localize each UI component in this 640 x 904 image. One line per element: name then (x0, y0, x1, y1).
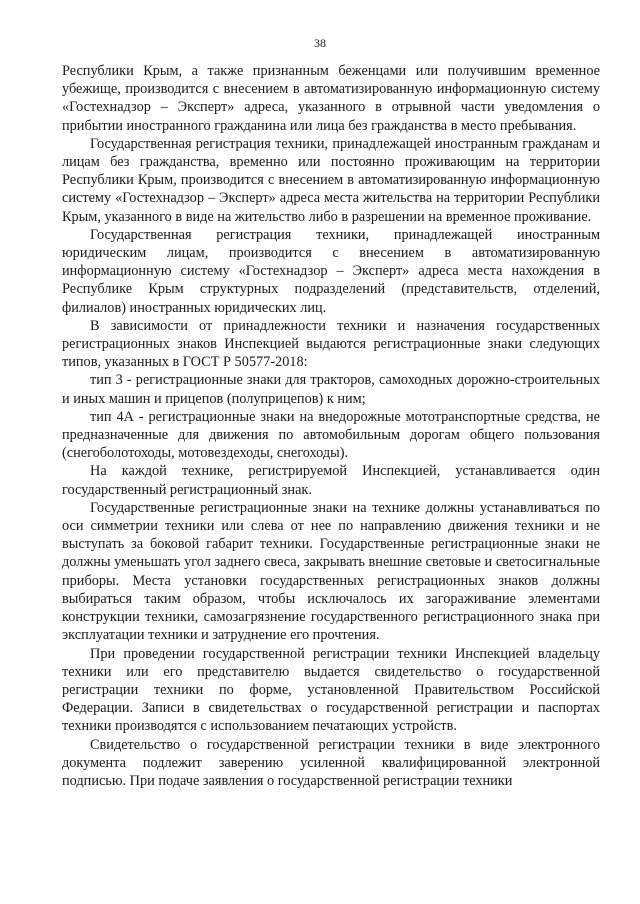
paragraph-foreign-citizens-registration: Государственная регистрация техники, принадлежащей иностранным гражданам и лицам без гражданства, временно или постоянно проживающим на территории Республики Крым, производится с внесением в автоматизированную информационную систему «Гостехнадзор – Эксперт» адреса места жительства на территории Республики Крым, указанного в виде на жительство либо в разрешении на временное проживание. (62, 135, 600, 225)
paragraph-plate-types-intro: В зависимости от принадлежности техники и назначения государственных регистрационных знаков Инспекцией выдаются регистрационные знаки следующих типов, указанных в ГОСТ Р 50577-2018: (62, 317, 600, 371)
list-item-type-4a: тип 4А - регистрационные знаки на внедорожные мототранспортные средства, не предназначенные для движения по автомобильным дорогам общего пользования (снегоболотоходы, мотовездеходы, снегоходы). (62, 408, 600, 462)
paragraph-one-plate: На каждой технике, регистрируемой Инспекцией, устанавливается один государственный регистрационный знак. (62, 463, 600, 498)
paragraph-electronic-certificate: Свидетельство о государственной регистрации техники в виде электронного документа подлежит заверению усиленной квалифицированной электронной подписью. При подаче заявления о государственной регистрации техники (62, 736, 600, 789)
paragraph-continuation: Республики Крым, а также признанным беженцами или получившим временное убежище, производится с внесением в автоматизированную информационную систему «Гостехнадзор – Эксперт» адреса, указанного в отрывной части уведомления о прибытии иностранного гражданина или лица без гражданства в место пребывания. (62, 63, 600, 134)
page-number: 38 (314, 36, 326, 50)
document-body (62, 62, 600, 790)
paragraph-plate-installation: Государственные регистрационные знаки на технике должны устанавливаться по оси симметрии техники или слева от нее по направлению движения техники и не выступать за боковой габарит техники. Государственные регистрационные знаки не должны уменьшать угол заднего свеса, закрывать внешние световые и светосигнальные приборы. Места установки государственных регистрационных знаков должны выбираться таким образом, чтобы исключалось их загораживание элементами конструкции техники, самозагрязнение государственного регистрационного знака при эксплуатации техники и затруднение его прочтения. (62, 499, 600, 644)
paragraph-registration-certificate: При проведении государственной регистрации техники Инспекцией владельцу техники или его представителю выдается свидетельство о государственной регистрации техники по форме, установленной Правительством Российской Федерации. Записи в свидетельствах о государственной регистрации и паспортах техники производятся с использованием печатающих устройств. (62, 645, 600, 735)
paragraph-foreign-legal-entities-registration: Государственная регистрация техники, принадлежащей иностранным юридическим лицам, производится с внесением в автоматизированную информационную систему «Гостехнадзор – Эксперт» адреса места нахождения в Республике Крым структурных подразделений (представительств, отделений, филиалов) иностранных юридических лиц. (62, 226, 600, 316)
list-item-type-3: тип 3 - регистрационные знаки для тракторов, самоходных дорожно-строительных и иных машин и прицепов (полуприцепов) к ним; (62, 372, 600, 407)
